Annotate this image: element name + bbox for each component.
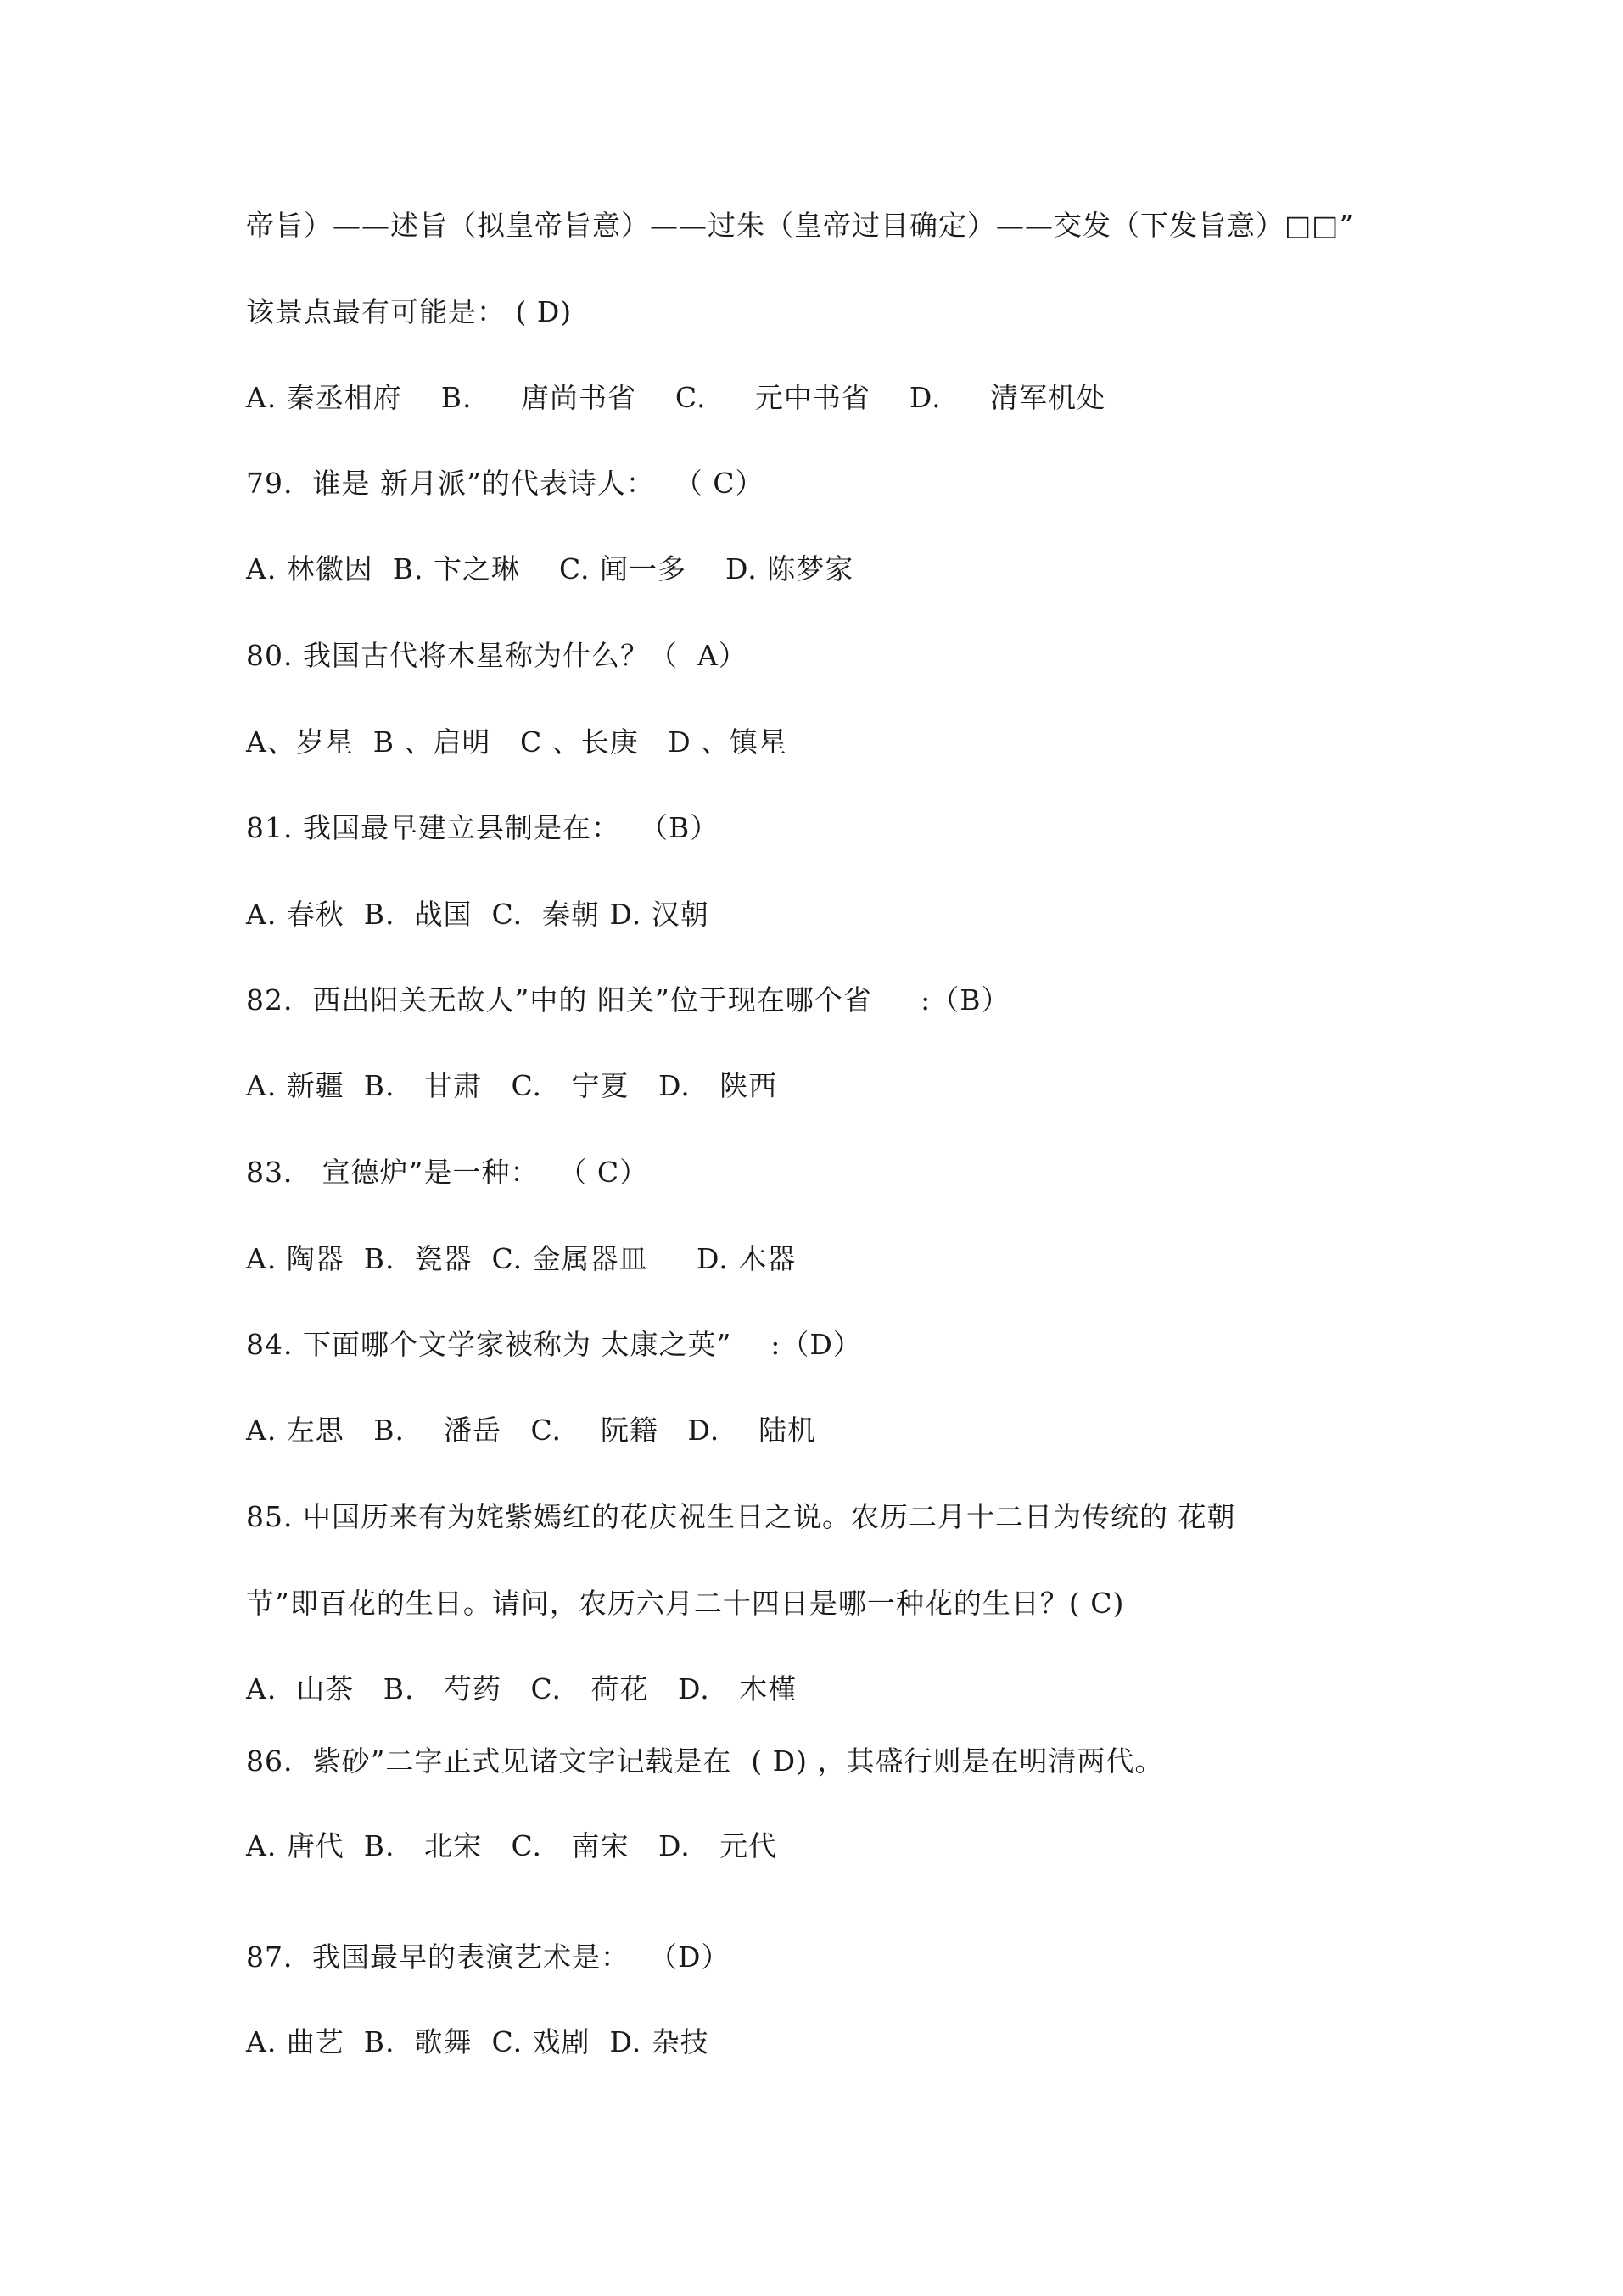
options-82: A. 新疆 B. 甘肃 C. 宁夏 D. 陕西: [246, 1069, 778, 1102]
options-85: A. 山茶 B. 芍药 C. 荷花 D. 木槿: [246, 1672, 798, 1705]
question-84: 84. 下面哪个文学家被称为 太康之英” :（D）: [246, 1328, 862, 1361]
options-81: A. 春秋 B. 战国 C. 秦朝 D. 汉朝: [246, 898, 709, 931]
options-83: A. 陶器 B. 瓷器 C. 金属器皿 D. 木器: [246, 1242, 797, 1275]
question-85-line-1: 85. 中国历来有为姹紫嫣红的花庆祝生日之说。农历二月十二日为传统的 花朝: [246, 1500, 1236, 1533]
text-line-continuation: 帝旨）——述旨（拟皇帝旨意）——过朱（皇帝过目确定）——交发（下发旨意）□□”: [246, 209, 1355, 242]
options-84: A. 左思 B. 潘岳 C. 阮籍 D. 陆机: [246, 1414, 817, 1447]
question-82: 82. 西出阳关无故人”中的 阳关”位于现在哪个省 :（B）: [246, 983, 1010, 1016]
question-80: 80. 我国古代将木星称为什么？（ A）: [246, 639, 747, 672]
options-87: A. 曲艺 B. 歌舞 C. 戏剧 D. 杂技: [246, 2025, 709, 2058]
question-81: 81. 我国最早建立县制是在： （B）: [246, 811, 719, 844]
text-line-options-78: A. 秦丞相府 B. 唐尚书省 C. 元中书省 D. 清军机处: [246, 381, 1106, 414]
options-86: A. 唐代 B. 北宋 C. 南宋 D. 元代: [246, 1829, 778, 1862]
question-86: 86. 紫砂”二字正式见诸文字记载是在 ( D) ，其盛行则是在明清两代。: [246, 1744, 1164, 1778]
question-83: 83． 宣德炉”是一种： （ C）: [246, 1156, 649, 1189]
question-87: 87．我国最早的表演艺术是： （D）: [246, 1940, 730, 1974]
text-line-answer-78: 该景点最有可能是： ( D): [246, 295, 573, 328]
question-85-line-2: 节”即百花的生日。请问，农历六月二十四日是哪一种花的生日？( C): [246, 1587, 1125, 1620]
question-79: 79. 谁是 新月派”的代表诗人： （ C）: [246, 467, 764, 500]
options-79: A. 林徽因 B. 卞之琳 C. 闻一多 D. 陈梦家: [246, 552, 854, 585]
options-80: A、岁星 B 、启明 C 、长庚 D 、镇星: [246, 725, 788, 759]
